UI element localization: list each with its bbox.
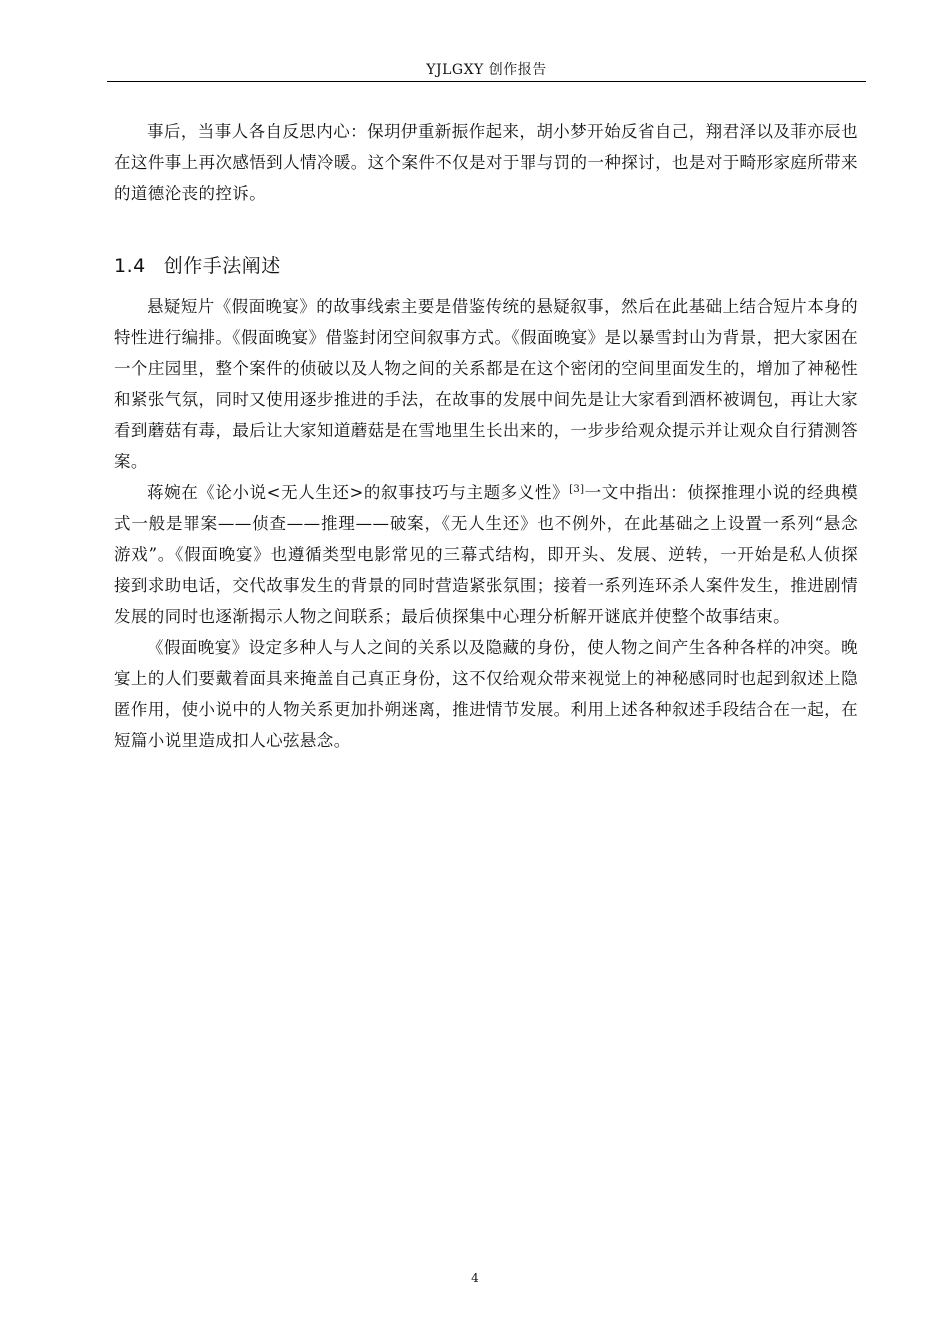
section-heading (114, 252, 281, 280)
citation-reference: [3] (569, 484, 585, 495)
body-paragraph-with-citation (114, 477, 858, 632)
page-header (107, 60, 866, 80)
paragraph-text-after-citation: 一文中指出：侦探推理小说的经典模式一般是罪案——侦查——推理——破案，《无人生还》也不例外，在此基础之上设置一系列“悬念游戏”。《假面晚宴》也遵循类型电影常见的三幕式结构，即开头、发展、逆转，一开始是私人侦探接到求助电话，交代故事发生的背景的同时营造紧张氛围；接着一系列连环杀人案件发生，推进剧情发展的同时也逐渐揭示人物之间联系；最后侦探集中心理分析解开谜底并使整个故事结束。 (114, 483, 858, 626)
section-title: 创作手法阐述 (163, 255, 281, 277)
body-paragraph: 《假面晚宴》设定多种人与人之间的关系以及隐藏的身份，使人物之间产生各种各样的冲突。晚宴上的人们要戴着面具来掩盖自己真正身份，这不仅给观众带来视觉上的神秘感同时也起到叙述上隐匿作用，使小说中的人物关系更加扑朔迷离，推进情节发展。利用上述各种叙述手段结合在一起，在短篇小说里造成扣人心弦悬念。 (114, 638, 858, 750)
page-number: 4 (471, 1271, 479, 1285)
body-paragraph: 悬疑短片《假面晚宴》的故事线索主要是借鉴传统的悬疑叙事，然后在此基础上结合短片本身的特性进行编排。《假面晚宴》借鉴封闭空间叙事方式。《假面晚宴》是以暴雪封山为背景，把大家困在一个庄园里，整个案件的侦破以及人物之间的关系都是在这个密闭的空间里面发生的，增加了神秘性和紧张气氛，同时又使用逐步推进的手法，在故事的发展中间先是让大家看到酒杯被调包，再让大家看到蘑菇有毒，最后让大家知道蘑菇是在雪地里生长出来的，一步步给观众提示并让观众自行猜测答案。 (114, 297, 858, 471)
intro-paragraph: 事后，当事人各自反思内心：保玥伊重新振作起来，胡小梦开始反省自己，翔君泽以及菲亦辰也在这件事上再次感悟到人情冷暖。这个案件不仅是对于罪与罚的一种探讨，也是对于畸形家庭所带来的道德沦丧的控诉。 (114, 122, 858, 203)
section-number: 1.4 (114, 255, 146, 277)
header-divider (107, 81, 866, 82)
section-body (114, 291, 858, 756)
paragraph-text-before-citation: 蒋婉在《论小说<无人生还>的叙事技巧与主题多义性》 (147, 483, 570, 502)
header-title: YJLGXY 创作报告 (426, 62, 547, 78)
intro-paragraph-block (114, 116, 858, 209)
